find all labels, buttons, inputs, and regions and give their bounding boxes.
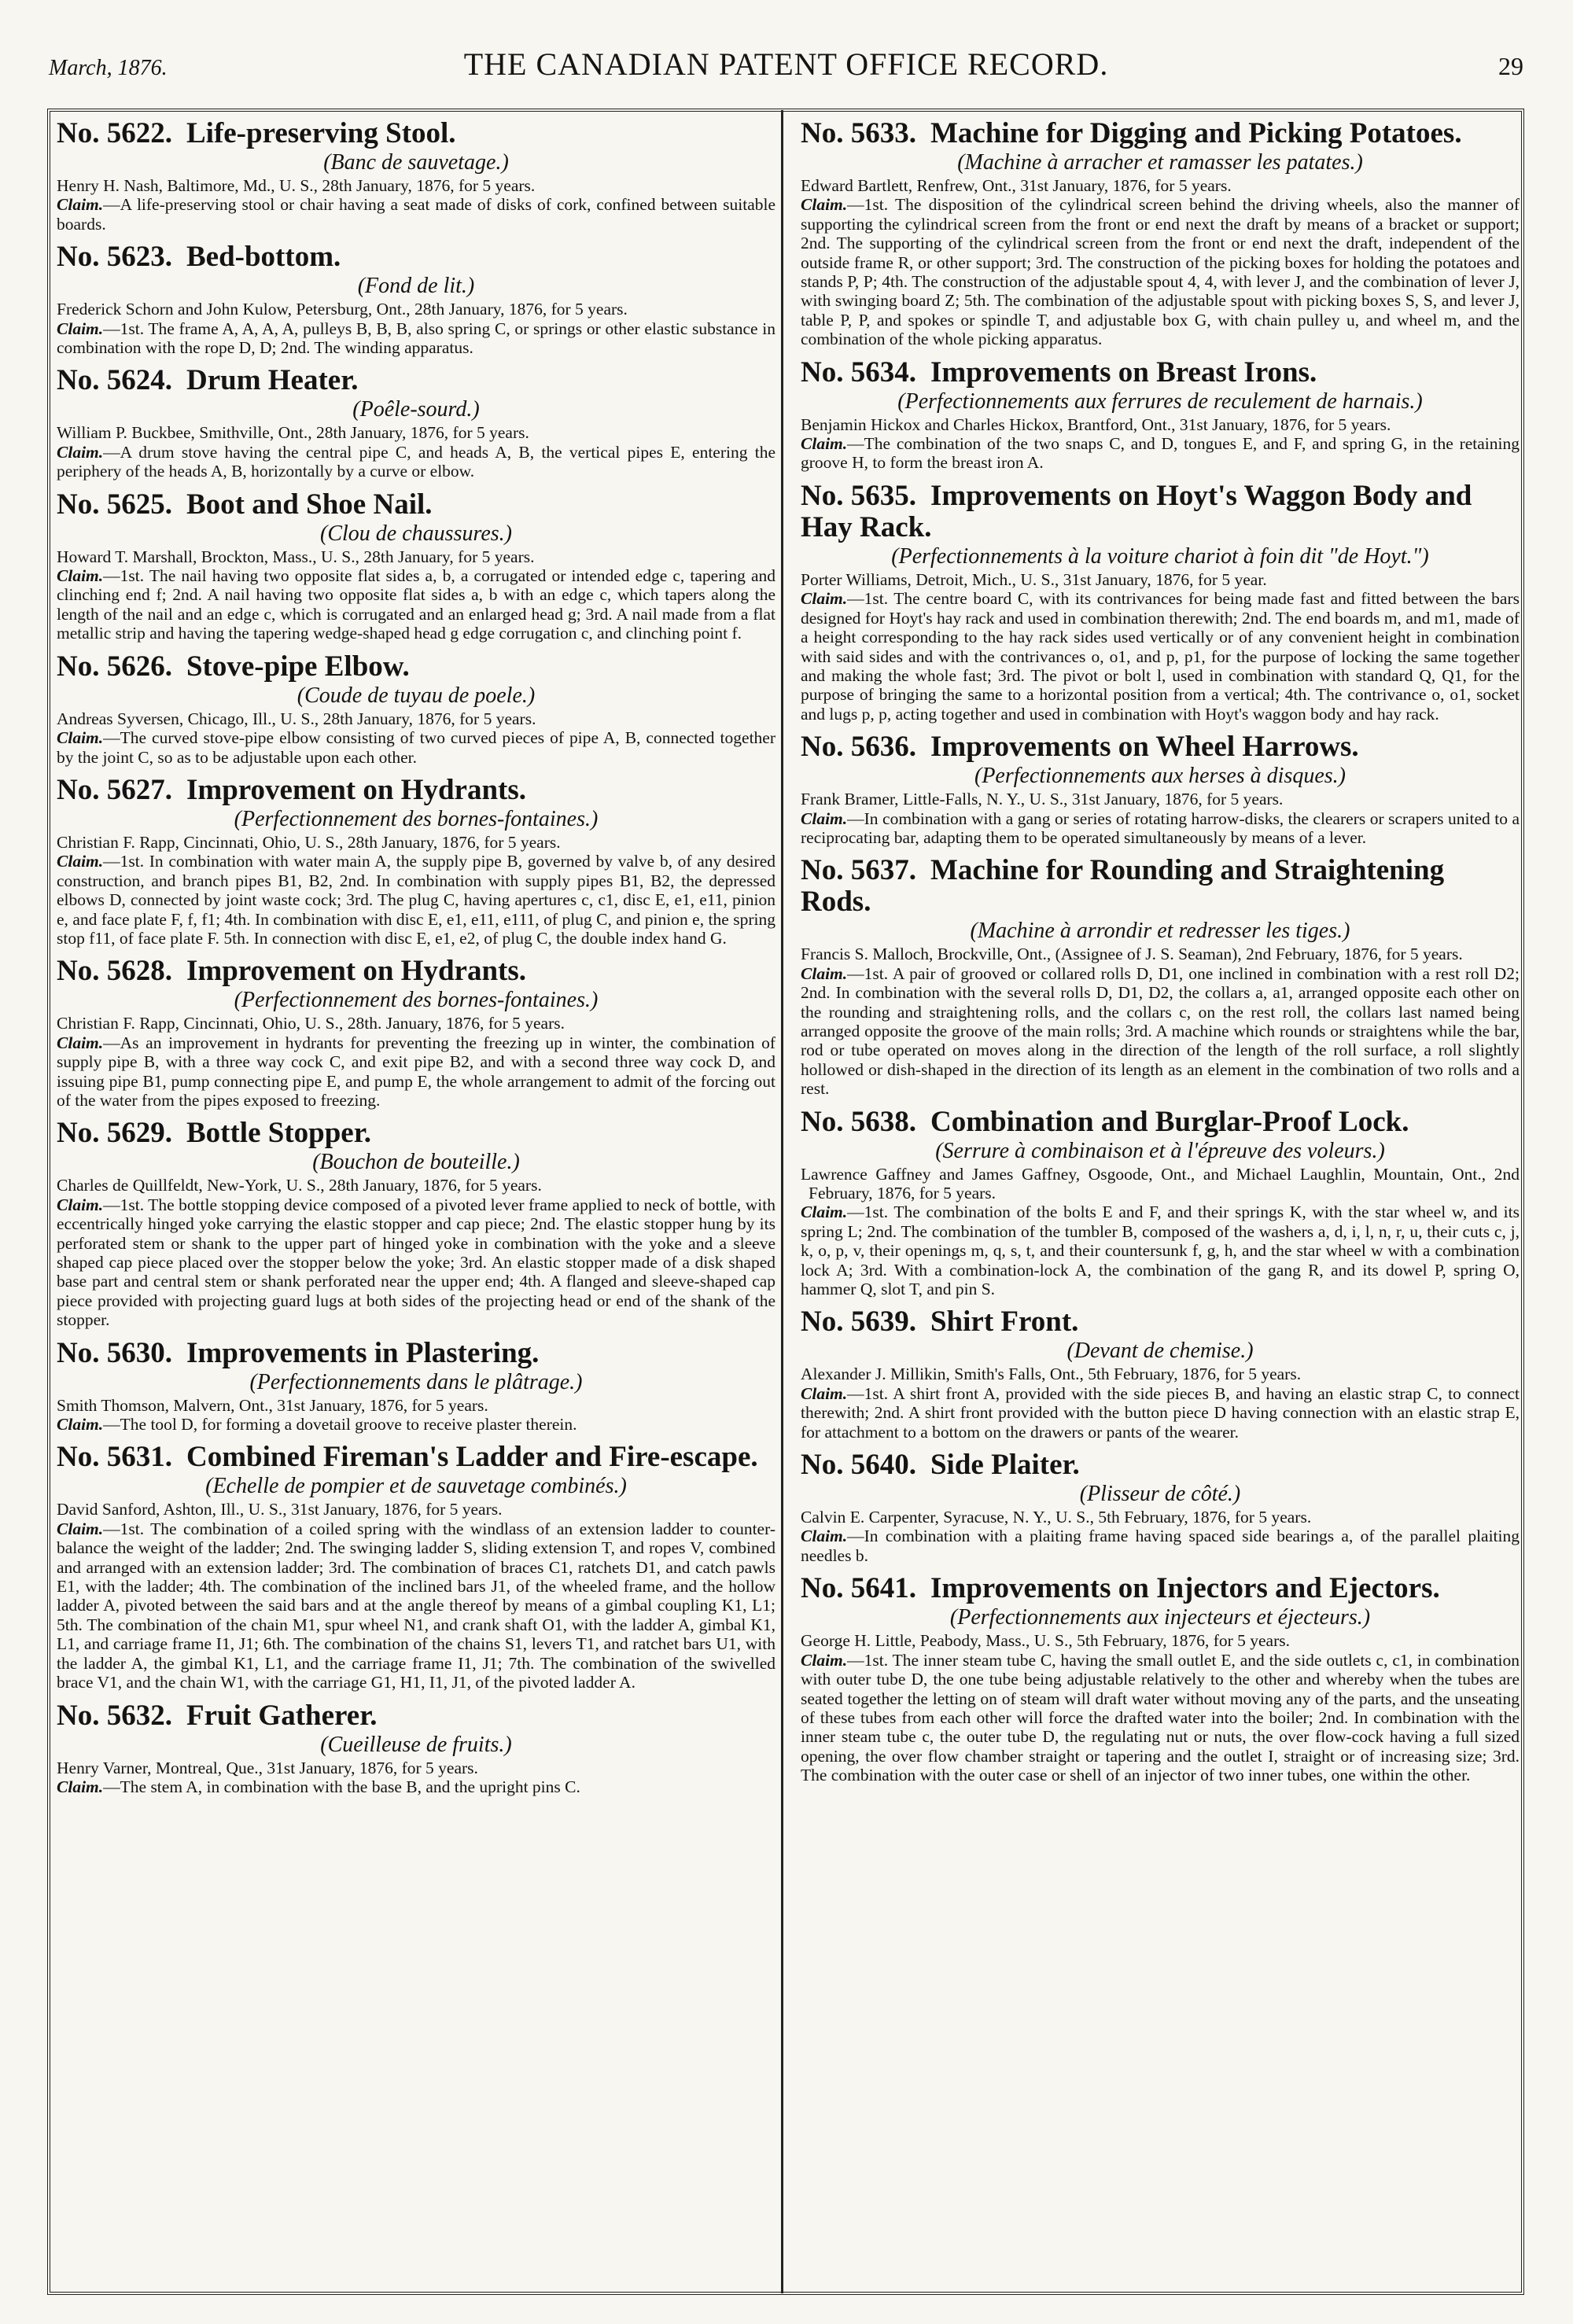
patent-entry [57, 489, 775, 643]
patent-title: Shirt Front. [930, 1306, 1079, 1339]
patent-heading [57, 118, 775, 149]
claim-paragraph [801, 195, 1520, 348]
page-number: 29 [1498, 52, 1523, 80]
patent-heading [57, 489, 775, 521]
french-title: (Cueilleuse de fruits.) [320, 1732, 512, 1757]
patent-number: No. 5639. [801, 1306, 916, 1339]
patent-number: No. 5629. [57, 1117, 172, 1150]
running-header [49, 46, 1523, 85]
patent-number: No. 5640. [801, 1449, 916, 1482]
claim-paragraph [801, 964, 1520, 1099]
french-title: (Serrure à combinaison et à l'épreuve des voleurs.) [935, 1138, 1385, 1163]
patent-number: No. 5636. [801, 731, 916, 764]
inventor-line: Henry Varner, Montreal, Que., 31st January, 1876, for 5 years. [57, 1758, 478, 1777]
claim-label: Claim. [801, 1527, 848, 1546]
patent-title: Bottle Stopper. [186, 1117, 372, 1150]
patent-number: No. 5633. [801, 118, 916, 149]
claim-paragraph [801, 589, 1520, 724]
patent-number: No. 5635. [801, 479, 916, 512]
patent-entry [801, 118, 1520, 349]
claim-text: —1st. The centre board C, with its contrivances for being made fast and fitted between the bars designed for Hoyt's hay rack and used in combination therewith; 2nd. The end boards m, and m1, made of a height corresponding to the hay rack sides used vertically or of any convenient height in combination with said sides and with the contrivances o, o1, and p, p1, for the purpose of locking the same together and making the whole fast; 3rd. The pivot or bolt l, used in combination with standard Q, Q1, for the purpose of bringing the same to a horizontal position from a vertical; 4th. The contrivance o, o1, socket and lugs p, p, acting together and used in combination with Hoyt's waggon body and hay rack. [801, 589, 1520, 724]
patent-number: No. 5638. [801, 1105, 916, 1138]
inventor-line: Howard T. Marshall, Brockton, Mass., U. S., 28th January, for 5 years. [57, 547, 535, 566]
claim-label: Claim. [57, 442, 104, 462]
patent-title: Improvements on Wheel Harrows. [930, 731, 1359, 764]
patent-heading [801, 855, 1520, 918]
patent-entry [57, 1118, 775, 1329]
patent-heading [801, 118, 1520, 149]
patent-heading [801, 357, 1520, 389]
patent-heading [57, 241, 775, 273]
patent-heading [801, 1306, 1520, 1338]
right-column [801, 118, 1520, 2289]
claim-paragraph [57, 852, 775, 948]
patent-title: Stove-pipe Elbow. [186, 650, 410, 683]
patent-title: Life-preserving Stool. [186, 118, 456, 149]
patent-entry [801, 731, 1520, 847]
inventor-line: Frederick Schorn and John Kulow, Petersburg, Ont., 28th January, 1876, for 5 years. [57, 300, 628, 319]
patent-title: Machine for Rounding and Straightening Rods. [801, 854, 1445, 919]
patent-entry [57, 775, 775, 948]
patent-number: No. 5631. [57, 1441, 172, 1474]
claim-label: Claim. [57, 1777, 104, 1796]
patent-number: No. 5632. [57, 1699, 172, 1732]
french-title: (Perfectionnement des bornes-fontaines.) [234, 988, 599, 1013]
claim-text: —1st. The combination of the bolts E and F, and their springs K, with the star wheel w, and its spring L; 2nd. The combination of the tumbler B, composed of the washers a, d, i, l, n, r, u, their cuts c, j, k, o, p, v, their openings m, q, s, t, and their countersunk f, g, h, and the star wheel w with a combination lock A; 3rd. With a combination-lock A, the combination of the gang R, and its dowel P, spring O, hammer Q, slot T, and pin S. [801, 1203, 1520, 1299]
patent-heading [801, 481, 1520, 543]
claim-paragraph [801, 809, 1520, 848]
claim-label: Claim. [801, 1650, 848, 1670]
patent-title: Improvements on Injectors and Ejectors. [930, 1572, 1440, 1605]
patent-title: Combined Fireman's Ladder and Fire-escape. [186, 1441, 758, 1474]
patent-number: No. 5624. [57, 364, 172, 397]
inventor-line: Christian F. Rapp, Cincinnati, Ohio, U. S., 28th. January, 1876, for 5 years. [57, 1014, 565, 1033]
claim-text: —In combination with a gang or series of rotating harrow-disks, the clearers or scrapers united to a reciprocating bar, adapting them to be operated simultaneously by means of a lever. [801, 808, 1520, 847]
french-title: (Machine à arracher et ramasser les patates.) [957, 150, 1363, 175]
claim-text: —1st. The combination of a coiled spring with the windlass of an extension ladder to counter-balance the weight of the ladder; 2nd. The swinging ladder S, sliding extension T, and ropes V, combined and arranged with an extension ladder; 3rd. The combination of braces C1, ratchets D1, and catch pawls E1, with the ladder; 4th. The combination of the inclined bars J1, of the wheeled frame, and the hollow ladder A, pivoted between the said bars and at the angle thereof by means of a gimbal coupling K1, L1; 5th. The combination of the chain M1, spur wheel N1, and crank shaft O1, with the ladder A, gimbal K1, L1, and carriage frame I1, J1; 6th. The combination of the chains S1, levers T1, and ratchet bars U1, with the ladder A, the gimbal K1, L1, and the carriage frame I1, J1; 7th. The combination of the swivelled brace V1, and the chain W1, with the carriage G1, H1, I1, J1, of the pivoted ladder A. [57, 1519, 775, 1692]
patent-heading [57, 1118, 775, 1149]
patent-heading [801, 1107, 1520, 1138]
claim-label: Claim. [801, 1383, 848, 1403]
patent-title: Improvement on Hydrants. [186, 773, 527, 806]
claim-text: —1st. The inner steam tube C, having the small outlet E, and the side outlets c, c1, in combination with outer tube D, the one tube being adjustable relatively to the other and whereby when the tubes are seated together the letting on of steam will draft water without moving any of the parts, and the unseating of these tubes from each other will force the drafted water into the boiler; 2nd. In combination with the inner steam tube c, the outer tube D, the regulating nut or nuts, the over flow-cock having a full sized opening, the over flow chamber straight or tapering and the outlet I, straight or of increasing size; 3rd. The combination with the outer case or shell of an injector of two inner tubes, one within the other. [801, 1650, 1520, 1785]
inventor-line: Charles de Quillfeldt, New-York, U. S., 28th January, 1876, for 5 years. [57, 1176, 542, 1195]
inventor-line: Alexander J. Millikin, Smith's Falls, Ont., 5th February, 1876, for 5 years. [801, 1365, 1302, 1384]
inventor-line: Lawrence Gaffney and James Gaffney, Osgoode, Ont., and Michael Laughlin, Mountain, Ont., 2nd February, 1876, for 5 years. [801, 1164, 1520, 1203]
inventor-line: Christian F. Rapp, Cincinnati, Ohio, U. S., 28th January, 1876, for 5 years. [57, 832, 561, 852]
french-title: (Coude de tuyau de poele.) [297, 683, 536, 708]
patent-number: No. 5637. [801, 854, 916, 887]
inventor-line: Benjamin Hickox and Charles Hickox, Brantford, Ont., 31st January, 1876, for 5 years. [801, 414, 1391, 434]
claim-text: —A drum stove having the central pipe C, and heads A, B, the vertical pipes E, entering the periphery of the heads A, B, horizontally by a curve or elbow. [57, 442, 775, 481]
patent-entry [801, 1107, 1520, 1299]
patent-entry [801, 1573, 1520, 1784]
claim-label: Claim. [57, 1195, 104, 1214]
claim-paragraph [57, 1415, 775, 1434]
claim-label: Claim. [57, 1519, 104, 1538]
inventor-line: Smith Thomson, Malvern, Ont., 31st January, 1876, for 5 years. [57, 1395, 488, 1415]
claim-paragraph [57, 1195, 775, 1330]
claim-paragraph [801, 1651, 1520, 1785]
patent-number: No. 5634. [801, 355, 916, 389]
inventor-line: David Sanford, Ashton, Ill., U. S., 31st January, 1876, for 5 years. [57, 1500, 503, 1519]
patent-entry [57, 1442, 775, 1692]
patent-title: Bed-bottom. [186, 241, 341, 274]
patent-entry [801, 357, 1520, 473]
french-title: (Perfectionnements à la voiture chariot à foin dit "de Hoyt.") [891, 543, 1429, 569]
french-title: (Bouchon de bouteille.) [312, 1150, 520, 1175]
french-title: (Perfectionnements dans le plâtrage.) [249, 1369, 583, 1394]
claim-label: Claim. [801, 589, 848, 609]
french-title: (Perfectionnements aux ferrures de reculement de harnais.) [897, 389, 1423, 414]
inventor-line: Henry H. Nash, Baltimore, Md., U. S., 28th January, 1876, for 5 years. [57, 176, 536, 195]
patent-title: Fruit Gatherer. [186, 1699, 378, 1732]
patent-entry [57, 365, 775, 481]
claim-paragraph [57, 1033, 775, 1110]
claim-text: —1st. The nail having two opposite flat sides a, b, a corrugated or intended edge c, tapering and clinching end f; 2nd. A nail having two opposite flat sides a, b with an edge c, which tapers along the length of the nail and an edge c, which is corrugated and an enlarged head g; 3rd. A nail made from a flat metallic strip and having the tapering wedge-shaped head g edge corrugation c, and clinching point f. [57, 566, 775, 643]
french-title: (Perfectionnement des bornes-fontaines.) [234, 806, 599, 831]
patent-heading [801, 1449, 1520, 1481]
issue-date: March, 1876. [49, 56, 168, 80]
claim-paragraph [57, 728, 775, 767]
patent-number: No. 5626. [57, 650, 172, 683]
inventor-line: George H. Little, Peabody, Mass., U. S., 5th February, 1876, for 5 years. [801, 1631, 1290, 1651]
claim-paragraph [57, 566, 775, 643]
patent-heading [57, 1338, 775, 1369]
french-title: (Poêle-sourd.) [352, 397, 480, 422]
patent-heading [57, 1700, 775, 1732]
patent-entry [57, 1700, 775, 1797]
patent-number: No. 5622. [57, 118, 172, 149]
claim-paragraph [57, 1519, 775, 1692]
claim-paragraph [57, 443, 775, 481]
claim-text: —1st. The frame A, A, A, A, pulleys B, B, B, also spring C, or springs or other elastic substance in combination with the rope D, D; 2nd. The winding apparatus. [57, 319, 775, 358]
patent-heading [57, 1442, 775, 1473]
patent-entry [57, 118, 775, 234]
french-title: (Plisseur de côté.) [1079, 1482, 1241, 1507]
patent-entry [57, 956, 775, 1110]
patent-heading [801, 731, 1520, 763]
claim-paragraph [801, 1384, 1520, 1442]
patent-entry [801, 855, 1520, 1098]
claim-paragraph [801, 1527, 1520, 1565]
claim-paragraph [801, 434, 1520, 473]
claim-label: Claim. [57, 195, 104, 215]
patent-heading [57, 956, 775, 987]
inventor-line: Francis S. Malloch, Brockville, Ont., (Assignee of J. S. Seaman), 2nd February, 1876, for 5 years. [801, 945, 1463, 964]
french-title: (Perfectionnements aux herses à disques.) [974, 764, 1346, 789]
inventor-line: Edward Bartlett, Renfrew, Ont., 31st January, 1876, for 5 years. [801, 176, 1232, 195]
claim-label: Claim. [57, 319, 104, 338]
patent-title: Boot and Shoe Nail. [186, 488, 433, 521]
inventor-line: William P. Buckbee, Smithville, Ont., 28th January, 1876, for 5 years. [57, 423, 529, 443]
claim-paragraph [57, 319, 775, 358]
claim-text: —1st. A shirt front A, provided with the side pieces B, and having an elastic strap C, to connect therewith; 2nd. A shirt front provided with the button piece D having connection with an elastic strap E, for attachment to a bottom on the drawers or pants of the wearer. [801, 1383, 1520, 1442]
patent-title: Improvements in Plastering. [186, 1336, 540, 1369]
patent-entry [57, 1338, 775, 1435]
patent-title: Improvement on Hydrants. [186, 955, 527, 988]
claim-text: —1st. A pair of grooved or collared rolls D, D1, one inclined in combination with a rest roll D2; 2nd. In combination with the several rolls D, D1, D2, the collars a, a1, arranged opposite each other on the rounding and straightening rolls, and the collars c, on the rest roll, the collars last named being arranged opposite the groove of the main rolls; 3rd. A machine which rounds or straightens while the bar, rod or tube operated on moves along in the direction of the length of the roll surface, a roll slightly hollowed or dish-shaped in the direction of its length as an element in the combination of two rolls and a rest. [801, 963, 1520, 1099]
claim-label: Claim. [801, 195, 848, 215]
patent-heading [801, 1573, 1520, 1604]
patent-title: Drum Heater. [186, 364, 359, 397]
patent-entry [57, 241, 775, 357]
patent-entry [57, 651, 775, 767]
claim-label: Claim. [801, 1203, 848, 1222]
patent-number: No. 5628. [57, 955, 172, 988]
claim-text: —A life-preserving stool or chair having a seat made of disks of cork, confined between suitable boards. [57, 195, 775, 234]
patent-number: No. 5625. [57, 488, 172, 521]
claim-label: Claim. [57, 1033, 104, 1052]
patent-title: Improvements on Hoyt's Waggon Body and Hay Rack. [801, 479, 1472, 543]
inventor-line: Frank Bramer, Little-Falls, N. Y., U. S., 31st January, 1876, for 5 years. [801, 790, 1284, 809]
patent-title: Improvements on Breast Irons. [930, 355, 1317, 389]
french-title: (Devant de chemise.) [1066, 1339, 1254, 1364]
patent-title: Combination and Burglar-Proof Lock. [930, 1105, 1409, 1138]
inventor-line: Porter Williams, Detroit, Mich., U. S., 31st January, 1876, for 5 year. [801, 569, 1267, 589]
claim-text: —1st. In combination with water main A, the supply pipe B, governed by valve b, of any desired construction, and branch pipes B1, B2, 2nd. In combination with supply pipes B1, B2, the depressed elbows D, connected by joint waste cock; 3rd. The plug C, having apertures c, c1, disc E, e1, e11, pinion e, and face plate F, f, f1; 4th. In combination with disc E, e1, e11, e111, of plug C, and pinion e, the spring stop f11, of face plate F. 5th. In connection with disc E, e1, e2, of plug C, the double index hand G. [57, 852, 775, 948]
claim-text: —The combination of the two snaps C, and D, tongues E, and F, and spring G, in the retaining groove H, to form the breast iron A. [801, 434, 1520, 473]
patent-heading [57, 651, 775, 683]
patent-heading [57, 775, 775, 806]
patent-title: Machine for Digging and Picking Potatoes. [930, 118, 1462, 149]
claim-label: Claim. [57, 852, 104, 871]
claim-label: Claim. [801, 434, 848, 454]
claim-label: Claim. [57, 1415, 104, 1435]
patent-entry [801, 481, 1520, 724]
claim-text: —As an improvement in hydrants for preventing the freezing up in winter, the combination of supply pipe B, with a three way cock C, and exit pipe B2, and with a second three way cock D, and issuing pipe B1, pump connecting pipe E, and pump E, the whole arrangement to admit of the forcing out of the water from the pipes exposed to freezing. [57, 1033, 775, 1110]
patent-entry [801, 1306, 1520, 1442]
claim-label: Claim. [57, 728, 104, 748]
claim-paragraph [801, 1203, 1520, 1298]
patent-number: No. 5641. [801, 1572, 916, 1605]
left-column [57, 118, 775, 2289]
patent-entry [801, 1449, 1520, 1565]
french-title: (Banc de sauvetage.) [323, 150, 509, 175]
claim-paragraph [57, 1777, 775, 1796]
inventor-line: Andreas Syversen, Chicago, Ill., U. S., 28th January, 1876, for 5 years. [57, 709, 536, 728]
patent-heading [57, 365, 775, 396]
inventor-line: Calvin E. Carpenter, Syracuse, N. Y., U. S., 5th February, 1876, for 5 years. [801, 1508, 1312, 1527]
claim-text: —1st. The bottle stopping device composed of a pivoted lever frame applied to neck of bottle, with eccentrically hinged yoke carrying the elastic stopper and cap piece; 2nd. The elastic stopper hung by its perforated stem or shank to the upper part of hinged yoke in combination with the yoke and a sleeve shaped cap piece placed over the stopper below the yoke; 3rd. An elastic stopper made of a disk shaped base part and central stem or shank perforated near the upper end; 4th. A flanged and sleeve-shaped cap piece provided with projecting guard lugs at both sides of the projecting head or end of the shank of the stopper. [57, 1195, 775, 1330]
claim-text: —The tool D, for forming a dovetail groove to receive plaster therein. [103, 1415, 577, 1435]
patent-number: No. 5630. [57, 1336, 172, 1369]
claim-paragraph [57, 195, 775, 234]
claim-text: —The curved stove-pipe elbow consisting of two curved pieces of pipe A, B, connected together by the joint C, so as to be adjustable upon each other. [57, 728, 775, 767]
french-title: (Clou de chaussures.) [320, 521, 512, 546]
french-title: (Perfectionnements aux injecteurs et éjecteurs.) [949, 1605, 1371, 1630]
publication-title: THE CANADIAN PATENT OFFICE RECORD. [463, 46, 1109, 82]
claim-label: Claim. [801, 808, 848, 828]
patent-number: No. 5623. [57, 241, 172, 274]
column-divider [781, 110, 783, 2293]
french-title: (Machine à arrondir et redresser les tiges.) [970, 919, 1350, 944]
patent-title: Side Plaiter. [930, 1449, 1080, 1482]
patent-number: No. 5627. [57, 773, 172, 806]
claim-text: —1st. The disposition of the cylindrical screen behind the driving wheels, also the manner of supporting the cylindrical screen from the front or end next the draft by means of a bracket or support; 2nd. The supporting of the cylindrical screen from the front or end next the draft, independent of the outside frame R, or other support; 3rd. The construction of the picking boxes for holding the potatoes and stands P, P; 4th. The construction of the adjustable spout 4, 4, with lever J, and the combination of lever J, with swinging board Z; 5th. The combination of the adjustable spout with picking boxes S, S, and lever J, table P, P, and spokes or spindle T, and adjustable box G, with chain pulley u, and wheel m, and the combination of the whole picking apparatus. [801, 195, 1520, 349]
french-title: (Fond de lit.) [357, 274, 475, 299]
claim-label: Claim. [801, 963, 848, 983]
claim-text: —The stem A, in combination with the base B, and the upright pins C. [103, 1777, 580, 1796]
french-title: (Echelle de pompier et de sauvetage combinés.) [205, 1474, 627, 1499]
claim-label: Claim. [57, 566, 104, 586]
claim-text: —In combination with a plaiting frame having spaced side bearings a, of the parallel plaiting needles b. [801, 1527, 1520, 1565]
